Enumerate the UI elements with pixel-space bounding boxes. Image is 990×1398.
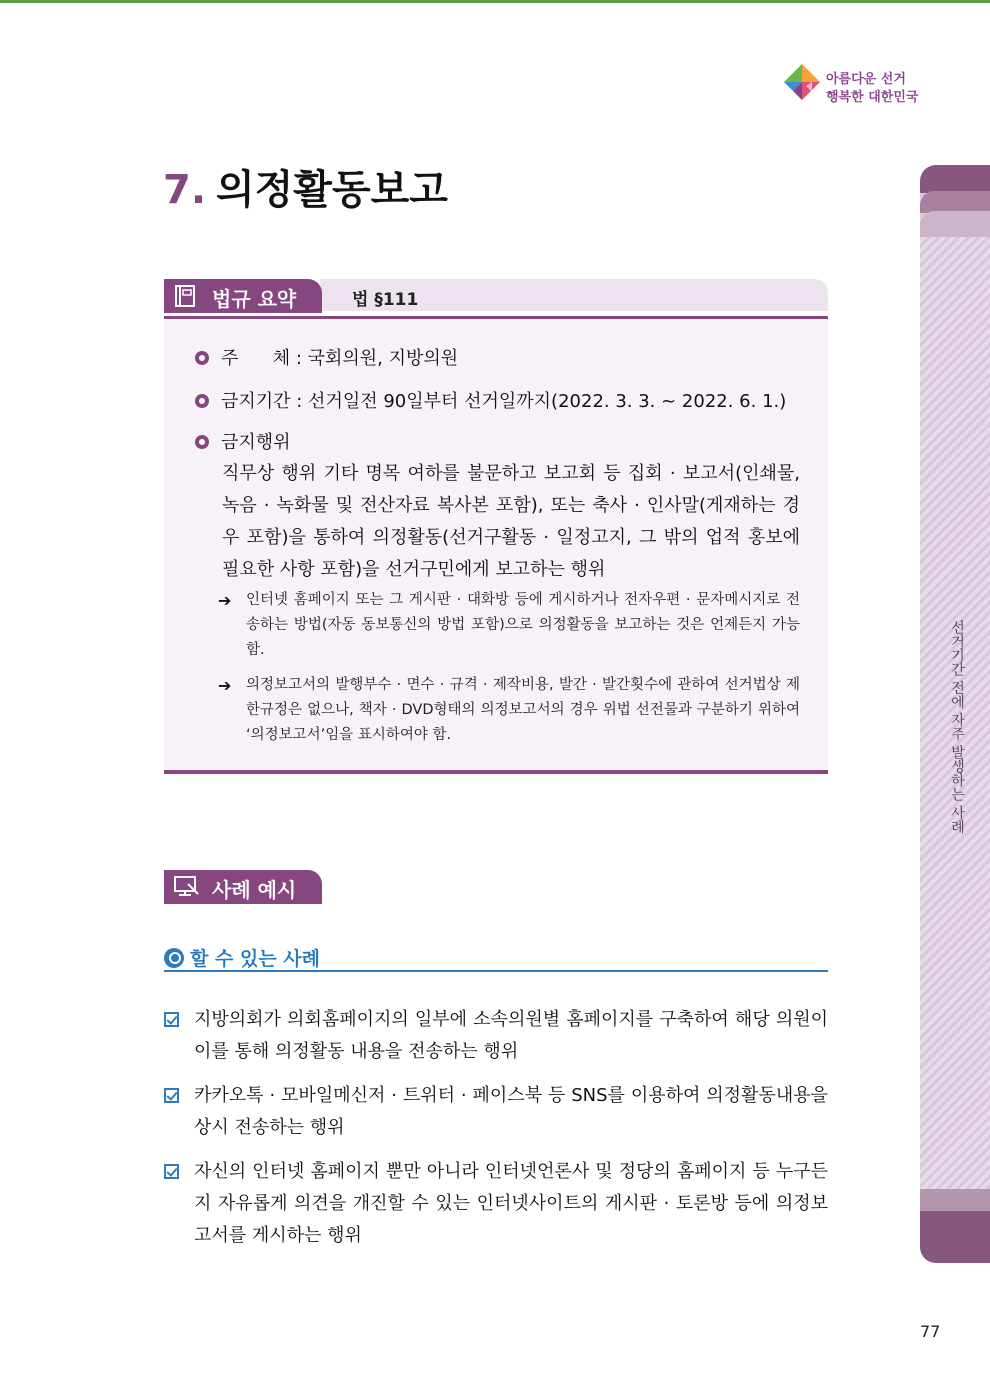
book-icon [174, 285, 198, 307]
law-summary-tab [164, 279, 322, 313]
period-item [195, 387, 786, 413]
case-item [164, 1156, 828, 1252]
case-examples-tab [164, 870, 322, 904]
law-summary-tab-label: 법규 요약 [212, 287, 297, 311]
case-examples-tab-label: 사례 예시 [212, 878, 297, 902]
arrow-right-icon: ➔ [218, 591, 232, 610]
election-logo [782, 62, 932, 108]
case-text: 카카오톡 · 모바일메신저 · 트위터 · 페이스북 등 SNS를 이용하여 의정활동내용을 상시 전송하는 행위 [194, 1085, 828, 1138]
magnifier-icon [164, 948, 184, 968]
side-tab-label: 선거기간 전에 자주 발생하는 사례 [949, 620, 965, 834]
title-text: 의정활동보고 [216, 167, 448, 213]
period-text: 금지기간 : 선거일전 90일부터 선거일까지(2022. 3. 3. ~ 2022. 6. 1.) [221, 391, 787, 412]
monitor-icon [174, 876, 200, 898]
arrow-right-icon: ➔ [218, 676, 232, 695]
case-text: 자신의 인터넷 홈페이지 뿐만 아니라 인터넷언론사 및 정당의 홈페이지 등 누구든지 자유롭게 의견을 개진할 수 있는 인터넷사이트의 게시판 · 토론방 등에 의정보고서를 게시하는 행위 [194, 1161, 828, 1246]
bullet-dot-icon [195, 435, 209, 449]
prohibited-act-text: 직무상 행위 기타 명목 여하를 불문하고 보고회 등 집회 · 보고서(인쇄물, 녹음 · 녹화물 및 전산자료 복사본 포함), 또는 축사 · 인사말(게재하는 경우 포함)을 통하여 의정활동(선거구활동 · 일정고지, 그 밖의 업적 홍보에 필요한 사항 포함)을 선거구민에게 보고하는 행위 [222, 463, 800, 580]
law-reference: 법 §111 [352, 290, 419, 310]
subject-item [195, 344, 458, 370]
case-text: 지방의회가 의회홈페이지의 일부에 소속의원별 홈페이지를 구축하여 해당 의원이 이를 통해 의정활동 내용을 전송하는 행위 [194, 1009, 828, 1062]
case-item [164, 1004, 828, 1068]
allowed-cases-heading [164, 944, 320, 971]
logo-line-2: 행복한 대한민국 [826, 90, 919, 105]
page-title [163, 158, 448, 215]
checkbox-icon [164, 1164, 179, 1179]
top-rule [0, 0, 990, 3]
bullet-dot-icon [195, 351, 209, 365]
bullet-dot-icon [195, 394, 209, 408]
page-number: 77 [920, 1322, 941, 1341]
heading-underline [164, 970, 828, 972]
logo-line-1: 아름다운 선거 [826, 72, 906, 87]
prohibited-act-item [195, 428, 291, 454]
note-text: 의정보고서의 발행부수 · 면수 · 규격 · 제작비용, 발간 · 발간횟수에 관하여 선거법상 제한규정은 없으나, 책자 · DVD형태의 의정보고서의 경우 위법 선전물과 구분하기 위하여 ‘의정보고서’임을 표시하여야 함. [246, 677, 800, 743]
allowed-cases-heading-text: 할 수 있는 사례 [190, 948, 320, 970]
note-item [218, 673, 800, 748]
note-text: 인터넷 홈페이지 또는 그 게시판 · 대화방 등에 게시하거나 전자우편 · 문자메시지로 전송하는 방법(자동 동보통신의 방법 포함)으로 의정활동을 보고하는 것은 언제든지 가능함. [246, 592, 800, 658]
title-number: 7. [163, 167, 207, 213]
checkbox-icon [164, 1012, 179, 1027]
note-item [218, 588, 800, 663]
tangram-logo-icon [782, 62, 822, 102]
case-item [164, 1080, 828, 1144]
prohibited-act-heading: 금지행위 [221, 432, 291, 453]
checkbox-icon [164, 1088, 179, 1103]
subject-text: 주 체 : 국회의원, 지방의원 [221, 348, 459, 369]
